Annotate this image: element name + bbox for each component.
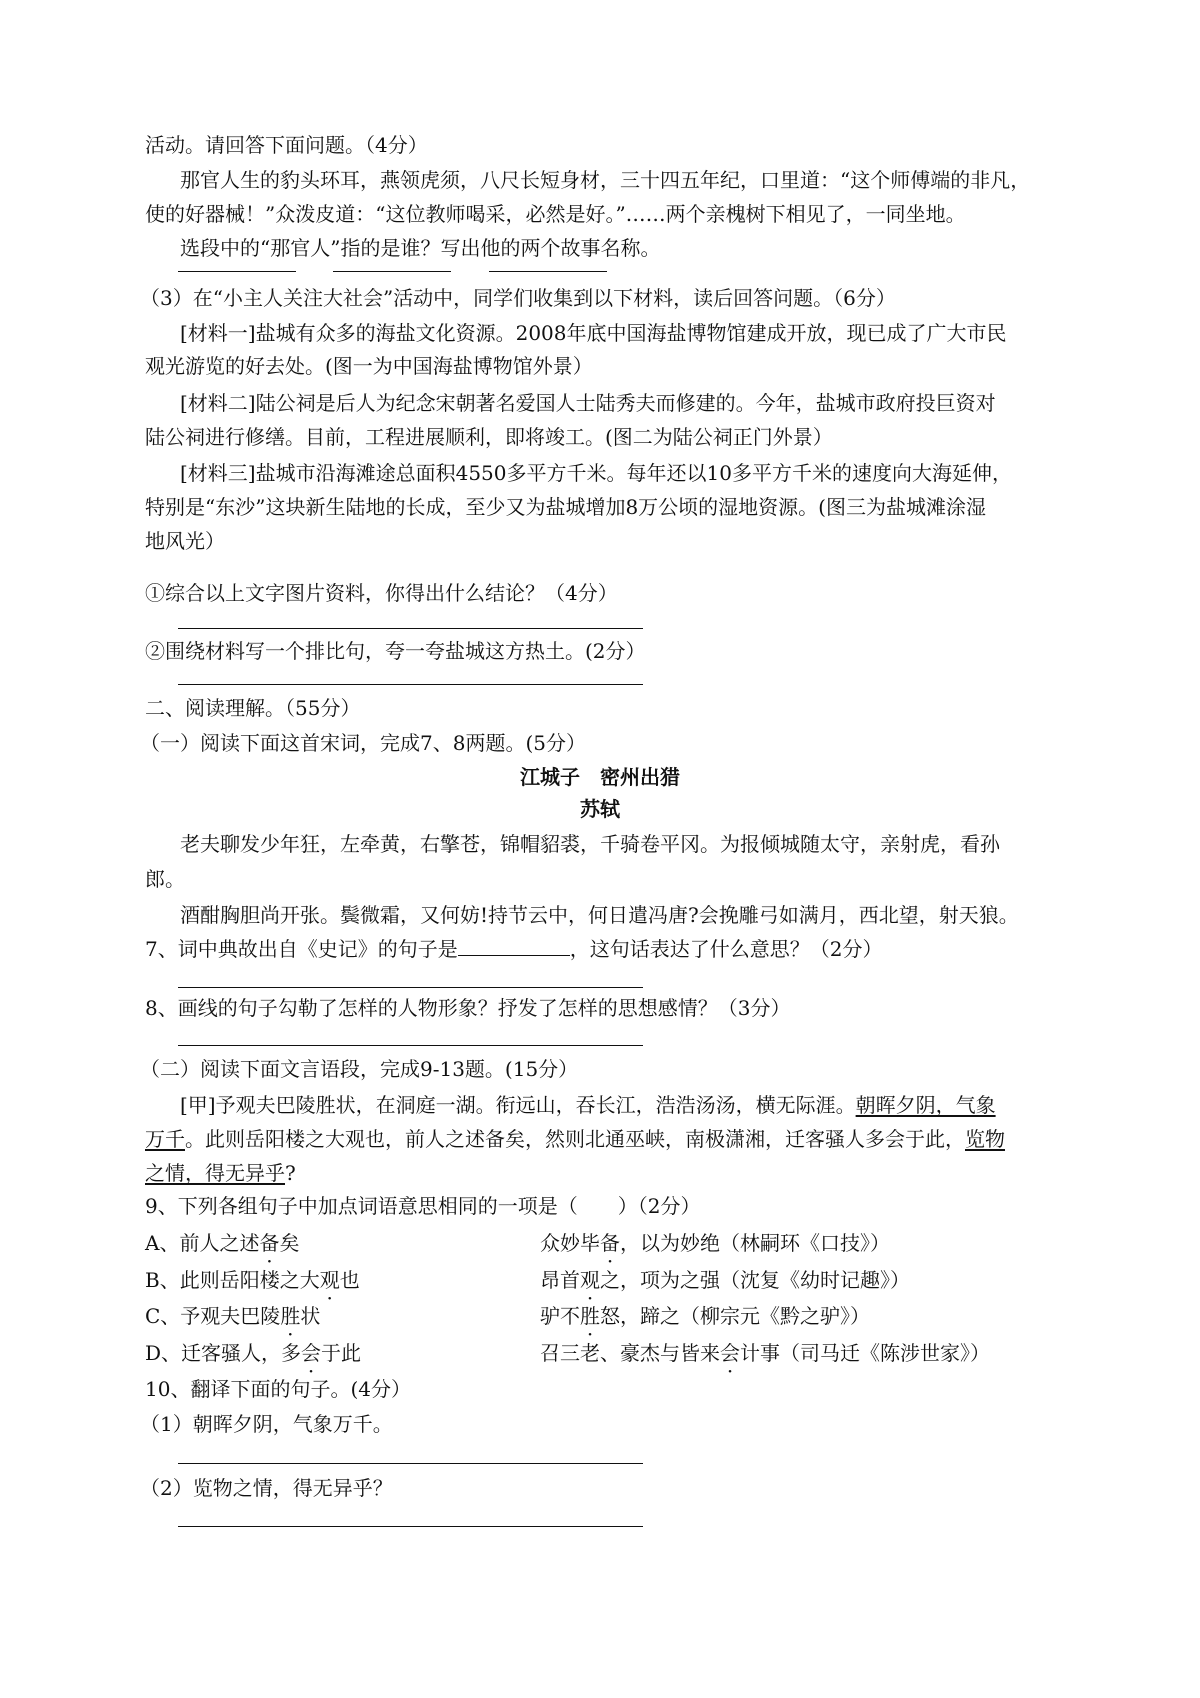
translate-item: （2）览物之情，得无异乎？ [140, 1476, 393, 1500]
passage-line [180, 1092, 996, 1118]
poem-title: 江城子 密州出猎 [520, 765, 680, 789]
text-line: 活动。请回答下面问题。（4分） [145, 133, 428, 157]
answer-blank[interactable] [178, 1463, 643, 1464]
poem-line: 酒酣胸胆尚开张。鬓微霜，又何妨!持节云中，何日遣冯唐?会挽雕弓如满月，西北望，射天狼。 [180, 903, 1019, 927]
option-d[interactable] [145, 1340, 990, 1366]
option-text: 于此 [321, 1341, 362, 1365]
dotted-word: 胜 [580, 1304, 600, 1328]
option-a[interactable] [145, 1230, 890, 1256]
option-text: C、予观夫巴陵 [145, 1304, 281, 1328]
answer-blank[interactable] [178, 1526, 643, 1527]
underlined-sentence: 朝晖夕阴，气象 [855, 1093, 996, 1117]
material-line: 地风光） [145, 529, 225, 553]
option-text: D、迁客骚人，多 [145, 1341, 302, 1365]
option-text: 昂首 [540, 1268, 580, 1292]
option-b[interactable] [145, 1267, 910, 1293]
dotted-word: 观 [580, 1268, 600, 1292]
passage-text: [甲]予观夫巴陵胜状，在洞庭一湖。衔远山，吞长江，浩浩汤汤，横无际涯。 [180, 1093, 856, 1117]
answer-blank[interactable] [458, 937, 570, 956]
option-text: 矣 [279, 1231, 300, 1255]
option-text: 之，项为之强（沈复《幼时记趣》） [600, 1268, 910, 1292]
option-compare [540, 1303, 870, 1329]
dotted-word: 会 [301, 1341, 322, 1365]
answer-blank[interactable] [178, 271, 296, 272]
option-compare [540, 1267, 910, 1293]
question-prompt: 8、画线的句子勾勒了怎样的人物形象？抒发了怎样的思想感情？（3分） [145, 996, 791, 1020]
poem-line: 老夫聊发少年狂，左牵黄，右擎苍，锦帽貂裘，千骑卷平冈。为报倾城随太守，亲射虎，看孙 [180, 832, 1000, 856]
material-line: [材料三]盐城市沿海滩途总面积4550多平方千米。每年还以10多平方千米的速度向大海延伸， [180, 461, 1012, 485]
translate-item: （1）朝晖夕阴，气象万千。 [140, 1412, 393, 1436]
question-prompt: 10、翻译下面的句子。(4分） [145, 1377, 411, 1401]
question-prompt: ②围绕材料写一个排比句，夸一夸盐城这方热土。(2分） [145, 639, 646, 663]
answer-blank[interactable] [178, 987, 643, 988]
question-text: ，这句话表达了什么意思？（2分） [569, 937, 883, 961]
dotted-word: 观 [319, 1268, 340, 1292]
option-text: 也 [339, 1268, 360, 1292]
option-text: 状 [300, 1304, 321, 1328]
underlined-sentence: 之情，得无异乎 [145, 1161, 285, 1185]
section-heading: 二、阅读理解。（55分） [145, 696, 361, 720]
question-7 [145, 936, 882, 962]
subsection-heading: （一）阅读下面这首宋词，完成7、8两题。(5分） [140, 731, 586, 755]
answer-blank[interactable] [333, 271, 451, 272]
option-text: 众妙毕 [540, 1231, 600, 1255]
question-prompt: 选段中的“那官人”指的是谁？写出他的两个故事名称。 [180, 236, 661, 260]
option-c[interactable] [145, 1303, 870, 1329]
material-line: 特别是“东沙”这块新生陆地的长成，至少又为盐城增加8万公顷的湿地资源。(图三为盐城滩涂湿 [145, 495, 986, 519]
option-text: 驴不 [540, 1304, 580, 1328]
dotted-word: 备 [600, 1231, 620, 1255]
text-line: 那官人生的豹头环耳，燕领虎须，八尺长短身材，三十四五年纪，口里道：“这个师傅端的非凡， [180, 168, 1031, 192]
text-line: 使的好器械！”众泼皮道：“这位教师喝采，必然是好。”……两个亲槐树下相见了，一同坐地。 [145, 202, 966, 226]
option-compare [540, 1340, 990, 1366]
dotted-word: 胜 [280, 1304, 301, 1328]
subsection-heading: （二）阅读下面文言语段，完成9-13题。(15分） [140, 1057, 579, 1081]
option-text: ，以为妙绝（林嗣环《口技》） [620, 1231, 890, 1255]
material-line: [材料一]盐城有众多的海盐文化资源。2008年底中国海盐博物馆建成开放，现已成了广大市民 [180, 321, 1007, 345]
poem-line: 郎。 [145, 867, 185, 891]
option-text: 计事（司马迁《陈涉世家》） [740, 1341, 990, 1365]
question-prompt: ①综合以上文字图片资料，你得出什么结论？（4分） [145, 581, 618, 605]
passage-text: ? [285, 1161, 296, 1185]
option-compare [540, 1230, 890, 1256]
answer-blank[interactable] [178, 684, 643, 685]
answer-blank[interactable] [178, 628, 643, 629]
dotted-word: 备 [259, 1231, 280, 1255]
option-text: A、前人之述 [145, 1231, 260, 1255]
option-text: B、此则岳阳楼之大 [145, 1268, 320, 1292]
answer-blank[interactable] [178, 1045, 643, 1046]
question-heading: （3）在“小主人关注大社会”活动中，同学们收集到以下材料，读后回答问题。（6分） [140, 286, 896, 310]
poem-author: 苏轼 [580, 797, 620, 821]
question-text: 7、词中典故出自《史记》的句子是 [145, 937, 458, 961]
option-text: 怒，蹄之（柳宗元《黔之驴》） [600, 1304, 870, 1328]
material-line: [材料二]陆公祠是后人为纪念宋朝著名爱国人士陆秀夫而修建的。今年，盐城市政府投巨资对 [180, 391, 996, 415]
underlined-sentence: 万千 [145, 1127, 185, 1151]
passage-line [145, 1160, 296, 1186]
material-line: 陆公祠进行修缮。目前，工程进展顺利，即将竣工。(图二为陆公祠正门外景） [145, 425, 833, 449]
passage-text: 。此则岳阳楼之大观也，前人之述备矣，然则北通巫峡，南极潇湘，迁客骚人多会于此， [185, 1127, 965, 1151]
answer-blank[interactable] [489, 271, 607, 272]
option-text: 召三老、豪杰与皆来 [540, 1341, 720, 1365]
dotted-word: 会 [720, 1341, 740, 1365]
underlined-sentence: 览物 [965, 1127, 1005, 1151]
passage-line [145, 1126, 1005, 1152]
question-prompt: 9、下列各组句子中加点词语意思相同的一项是（ ）（2分） [145, 1194, 701, 1218]
material-line: 观光游览的好去处。(图一为中国海盐博物馆外景） [145, 354, 593, 378]
